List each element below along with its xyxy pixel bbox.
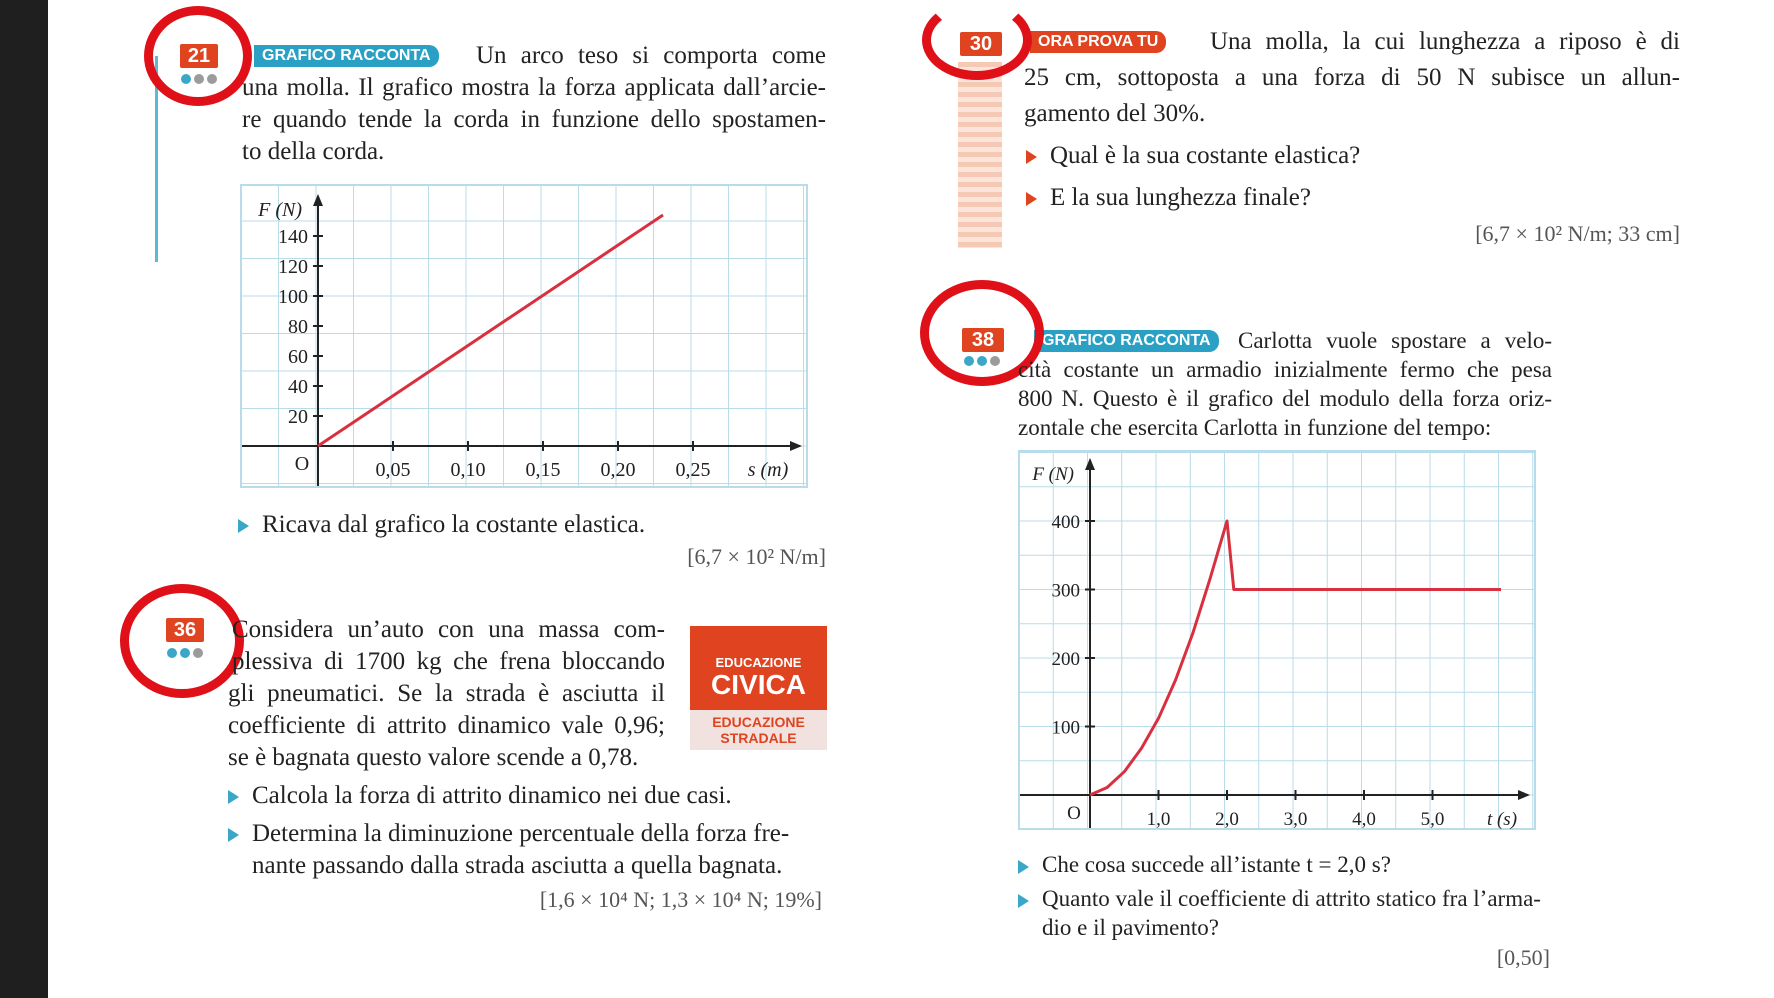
civica-small-label: EDUCAZIONE	[715, 655, 802, 670]
exercise-30-red-circle-mark	[922, 0, 1032, 80]
x-axis-label: s (m)	[747, 459, 789, 481]
force-time-chart	[1018, 450, 1536, 830]
exercise-21-text-line: una molla. Il grafico mostra la forza applicata dall’arcie-	[242, 74, 826, 101]
x-tick-label: 0,15	[525, 459, 561, 481]
x-tick-label: 4,0	[1352, 809, 1376, 830]
y-tick-label: 120	[278, 256, 308, 278]
exercise-38-text-line: Carlotta vuole spostare a velo-	[1238, 328, 1552, 353]
exercise-21-question: Ricava dal grafico la costante elastica.	[262, 509, 645, 541]
x-axis-label: t (s)	[1486, 809, 1518, 830]
spring-force-displacement-chart	[240, 184, 808, 488]
y-tick-label: 100	[278, 286, 308, 308]
exercise-36-text-line: Considera un’auto con una massa com-	[232, 616, 665, 643]
exercise-30-text-line: 25 cm, sottoposta a una forza di 50 N subisce un allun-	[1024, 64, 1680, 91]
x-tick-label: 2,0	[1215, 809, 1239, 830]
exercise-36-text-line: se è bagnata questo valore scende a 0,78.	[228, 744, 639, 771]
exercise-36-text-line: gli pneumatici. Se la strada è asciutta il	[228, 680, 665, 707]
exercise-21-answer: [6,7 × 10² N/m]	[687, 544, 826, 569]
exercise-38-number: 38	[962, 328, 1004, 352]
exercise-38-tag: GRAFICO RACCONTA	[1034, 330, 1219, 352]
y-tick-label: 60	[288, 346, 308, 368]
educazione-civica-top	[690, 626, 827, 710]
exercise-36-text-line: coefficiente di attrito dinamico vale 0,96;	[228, 712, 665, 739]
x-tick-label: 0,10	[450, 459, 486, 481]
exercise-36-red-circle-mark	[120, 584, 244, 698]
y-axis-label: F (N)	[258, 199, 302, 221]
exercise-30-tag: ORA PROVA TU	[1030, 31, 1166, 53]
stradale-label-line-1: EDUCAZIONE	[712, 714, 805, 730]
exercise-36-answer: [1,6 × 10⁴ N; 1,3 × 10⁴ N; 19%]	[539, 887, 822, 912]
y-axis-label: F (N)	[1032, 464, 1074, 485]
exercise-38-question-continued: dio e il pavimento?	[1042, 915, 1219, 940]
exercise-21-text-line: Un arco teso si comporta come	[476, 42, 826, 69]
exercise-36-question: Determina la diminuzione percentuale della forza fre-	[252, 818, 789, 850]
y-tick-label: 40	[288, 376, 308, 398]
origin-label: O	[294, 453, 310, 475]
chart-frame	[1019, 451, 1535, 829]
exercise-30-number: 30	[960, 32, 1002, 56]
y-tick-label: 400	[1051, 512, 1080, 533]
exercise-30-question: Qual è la sua costante elastica?	[1050, 140, 1360, 172]
y-tick-label: 100	[1051, 717, 1080, 739]
exercise-30-text-line: gamento del 30%.	[1024, 100, 1206, 127]
exercise-38-question: Quanto vale il coefficiente di attrito statico fra l’arma-	[1042, 886, 1541, 911]
exercise-30-text-line: Una molla, la cui lunghezza a riposo è di	[1210, 28, 1680, 55]
exercise-38-answer: [0,50]	[1496, 945, 1550, 970]
stradale-label-line-2: STRADALE	[720, 730, 797, 746]
x-tick-label: 1,0	[1146, 809, 1171, 830]
exercise-21-text-line: to della corda.	[242, 138, 385, 165]
exercise-38-question: Che cosa succede all’istante t = 2,0 s?	[1042, 852, 1391, 877]
exercise-21-text-line: re quando tende la corda in funzione dello spostamen-	[242, 106, 826, 133]
dark-left-strip	[0, 0, 48, 998]
x-tick-label: 5,0	[1420, 809, 1445, 830]
exercise-38-text-line: 800 N. Questo è il grafico del modulo della forza oriz-	[1018, 386, 1552, 411]
exercise-30-question: E la sua lunghezza finale?	[1050, 182, 1311, 214]
exercise-38-text-line: zontale che esercita Carlotta in funzione del tempo:	[1018, 415, 1492, 440]
exercise-36-question-continued: nante passando dalla strada asciutta a quella bagnata.	[252, 852, 783, 879]
y-tick-label: 300	[1051, 580, 1080, 602]
exercise-21-red-circle-mark	[144, 6, 252, 106]
y-tick-label: 20	[288, 406, 308, 428]
exercise-30-answer: [6,7 × 10² N/m; 33 cm]	[1475, 221, 1680, 246]
x-tick-label: 0,05	[375, 459, 411, 481]
exercise-30-striped-margin	[958, 62, 1002, 248]
educazione-stradale-bottom	[690, 710, 827, 750]
exercise-36-text-line: plessiva di 1700 kg che frena bloccando	[232, 648, 665, 675]
educazione-civica-stradale-badge	[690, 626, 827, 750]
exercise-36-question: Calcola la forza di attrito dinamico nei due casi.	[252, 780, 732, 812]
origin-label: O	[1067, 803, 1081, 824]
exercise-36-number: 36	[166, 618, 204, 642]
exercise-21-number: 21	[180, 44, 218, 68]
x-tick-label: 3,0	[1283, 809, 1308, 830]
y-tick-label: 140	[278, 226, 308, 248]
x-tick-label: 0,20	[600, 459, 636, 481]
y-tick-label: 80	[288, 316, 308, 338]
exercise-38-text-line: cità costante un armadio inizialmente fermo che pesa	[1018, 357, 1552, 382]
exercise-21-tag: GRAFICO RACCONTA	[254, 45, 439, 67]
civica-big-label: CIVICA	[711, 669, 806, 700]
x-tick-label: 0,25	[675, 459, 711, 481]
y-tick-label: 200	[1051, 649, 1080, 670]
